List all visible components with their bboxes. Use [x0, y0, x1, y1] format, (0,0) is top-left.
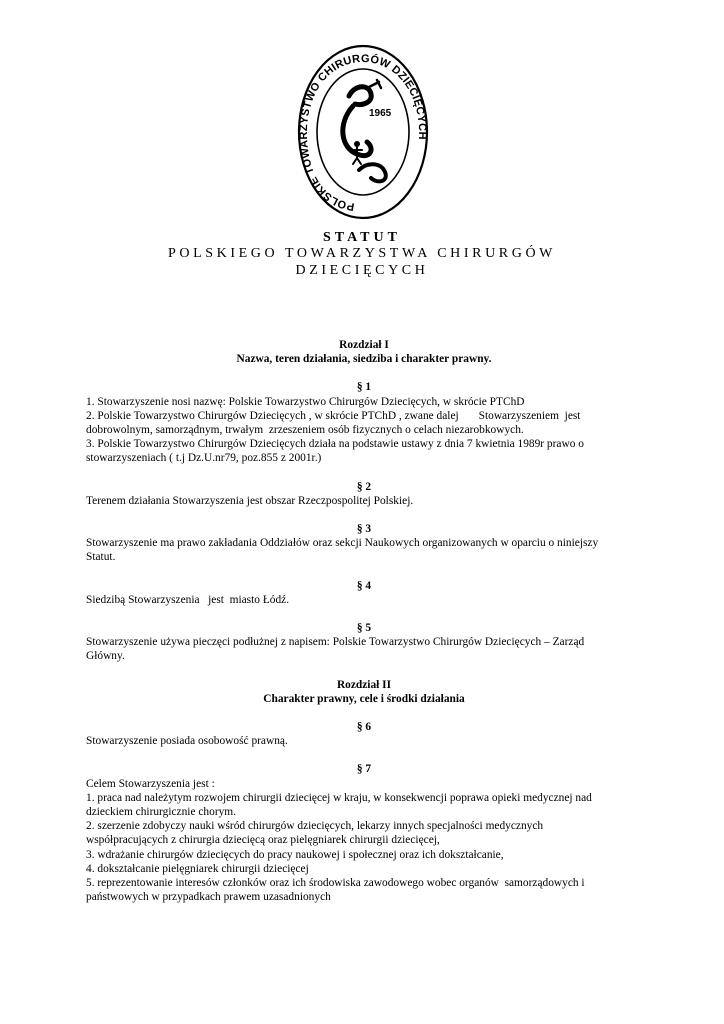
paragraph-7-line: państwowych w przypadkach prawem uzasadnionych — [86, 891, 331, 904]
paragraph-5-sign: § 5 — [356, 622, 372, 635]
paragraph-2-line: Terenem działania Stowarzyszenia jest obszar Rzeczpospolitej Polskiej. — [86, 494, 414, 507]
paragraph-7-line: 2. szerzenie zdobyczy nauki wśród chirurgów dziecięcych, lekarzy innych specjalności medycznych — [86, 820, 544, 833]
document-title-line-1: POLSKIEGO TOWARZYSTWA CHIRURGÓW — [168, 246, 556, 261]
chapter-2-heading: Rozdział II — [336, 678, 392, 691]
document-title-line-2: DZIECIĘCYCH — [295, 263, 429, 278]
paragraph-7-line: 4. dokształcanie pielęgniarek chirurgii dziecięcej — [86, 862, 309, 875]
paragraph-7-line: Celem Stowarzyszenia jest : — [86, 777, 215, 790]
chapter-2-subheading: Charakter prawny, cele i środki działania — [263, 692, 465, 705]
paragraph-3-sign: § 3 — [356, 523, 372, 536]
document-title: STATUT — [323, 230, 401, 245]
paragraph-7-line: współpracujących z chirurgia dziecięcą oraz pielęgniarek chirurgii dziecięcej, — [86, 834, 440, 847]
paragraph-5-line: Główny. — [86, 650, 125, 663]
paragraph-7-line: 3. wdrażanie chirurgów dziecięcych do pracy naukowej i społecznej oraz ich dokształcanie, — [86, 848, 504, 861]
paragraph-1-line: dobrowolnym, samorządnym, trwałym zrzeszeniem osób fizycznych o celach niezarobkowych. — [86, 424, 524, 437]
paragraph-2-sign: § 2 — [356, 480, 372, 493]
paragraph-1-line: 2. Polskie Towarzystwo Chirurgów Dziecięcych , w skrócie PTChD , zwane dalej Stowarzyszeniem jest — [86, 409, 581, 422]
paragraph-3-line: Stowarzyszenie ma prawo zakładania Oddziałów oraz sekcji Naukowych organizowanych w oparciu o niniejszy — [86, 537, 599, 550]
logo-year: 1965 — [369, 108, 392, 119]
paragraph-5-line: Stowarzyszenie używa pieczęci podłużnej z napisem: Polskie Towarzystwo Chirurgów Dziecięcych – Zarząd — [86, 636, 585, 649]
society-logo — [297, 44, 429, 220]
chapter-1-subheading: Nazwa, teren działania, siedziba i charakter prawny. — [236, 353, 492, 366]
paragraph-4-sign: § 4 — [356, 579, 372, 592]
paragraph-7-line: dzieckiem chirurgicznie chorym. — [86, 806, 237, 819]
paragraph-6-line: Stowarzyszenie posiada osobowość prawną. — [86, 735, 288, 748]
paragraph-6-sign: § 6 — [356, 721, 372, 734]
paragraph-7-sign: § 7 — [356, 763, 372, 776]
paragraph-4-line: Siedzibą Stowarzyszenia jest miasto Łódź. — [86, 593, 290, 606]
paragraph-1-line: stowarzyszeniach ( t.j Dz.U.nr79, poz.855 z 2001r.) — [86, 452, 322, 465]
paragraph-7-line: 1. praca nad należytym rozwojem chirurgii dziecięcej w kraju, w konsekwencji poprawa opieki medycznej nad — [86, 791, 592, 804]
logo-ring-text: POLSKIE TOWARZYSTWO CHIRURGÓW DZIECIĘCYCH — [297, 52, 429, 213]
paragraph-3-line: Statut. — [86, 551, 116, 564]
paragraph-1-line: 3. Polskie Towarzystwo Chirurgów Dziecięcych działa na podstawie ustawy z dnia 7 kwietnia 1989r prawo o — [86, 438, 584, 451]
paragraph-1-sign: § 1 — [356, 381, 372, 394]
paragraph-1-line: 1. Stowarzyszenie nosi nazwę: Polskie Towarzystwo Chirurgów Dziecięcych, w skrócie PTChD — [86, 395, 525, 408]
paragraph-7-line: 5. reprezentowanie interesów członków oraz ich środowiska zawodowego wobec organów samorządowych i — [86, 877, 585, 890]
chapter-1-heading: Rozdział I — [339, 339, 389, 351]
document-body — [86, 338, 642, 905]
